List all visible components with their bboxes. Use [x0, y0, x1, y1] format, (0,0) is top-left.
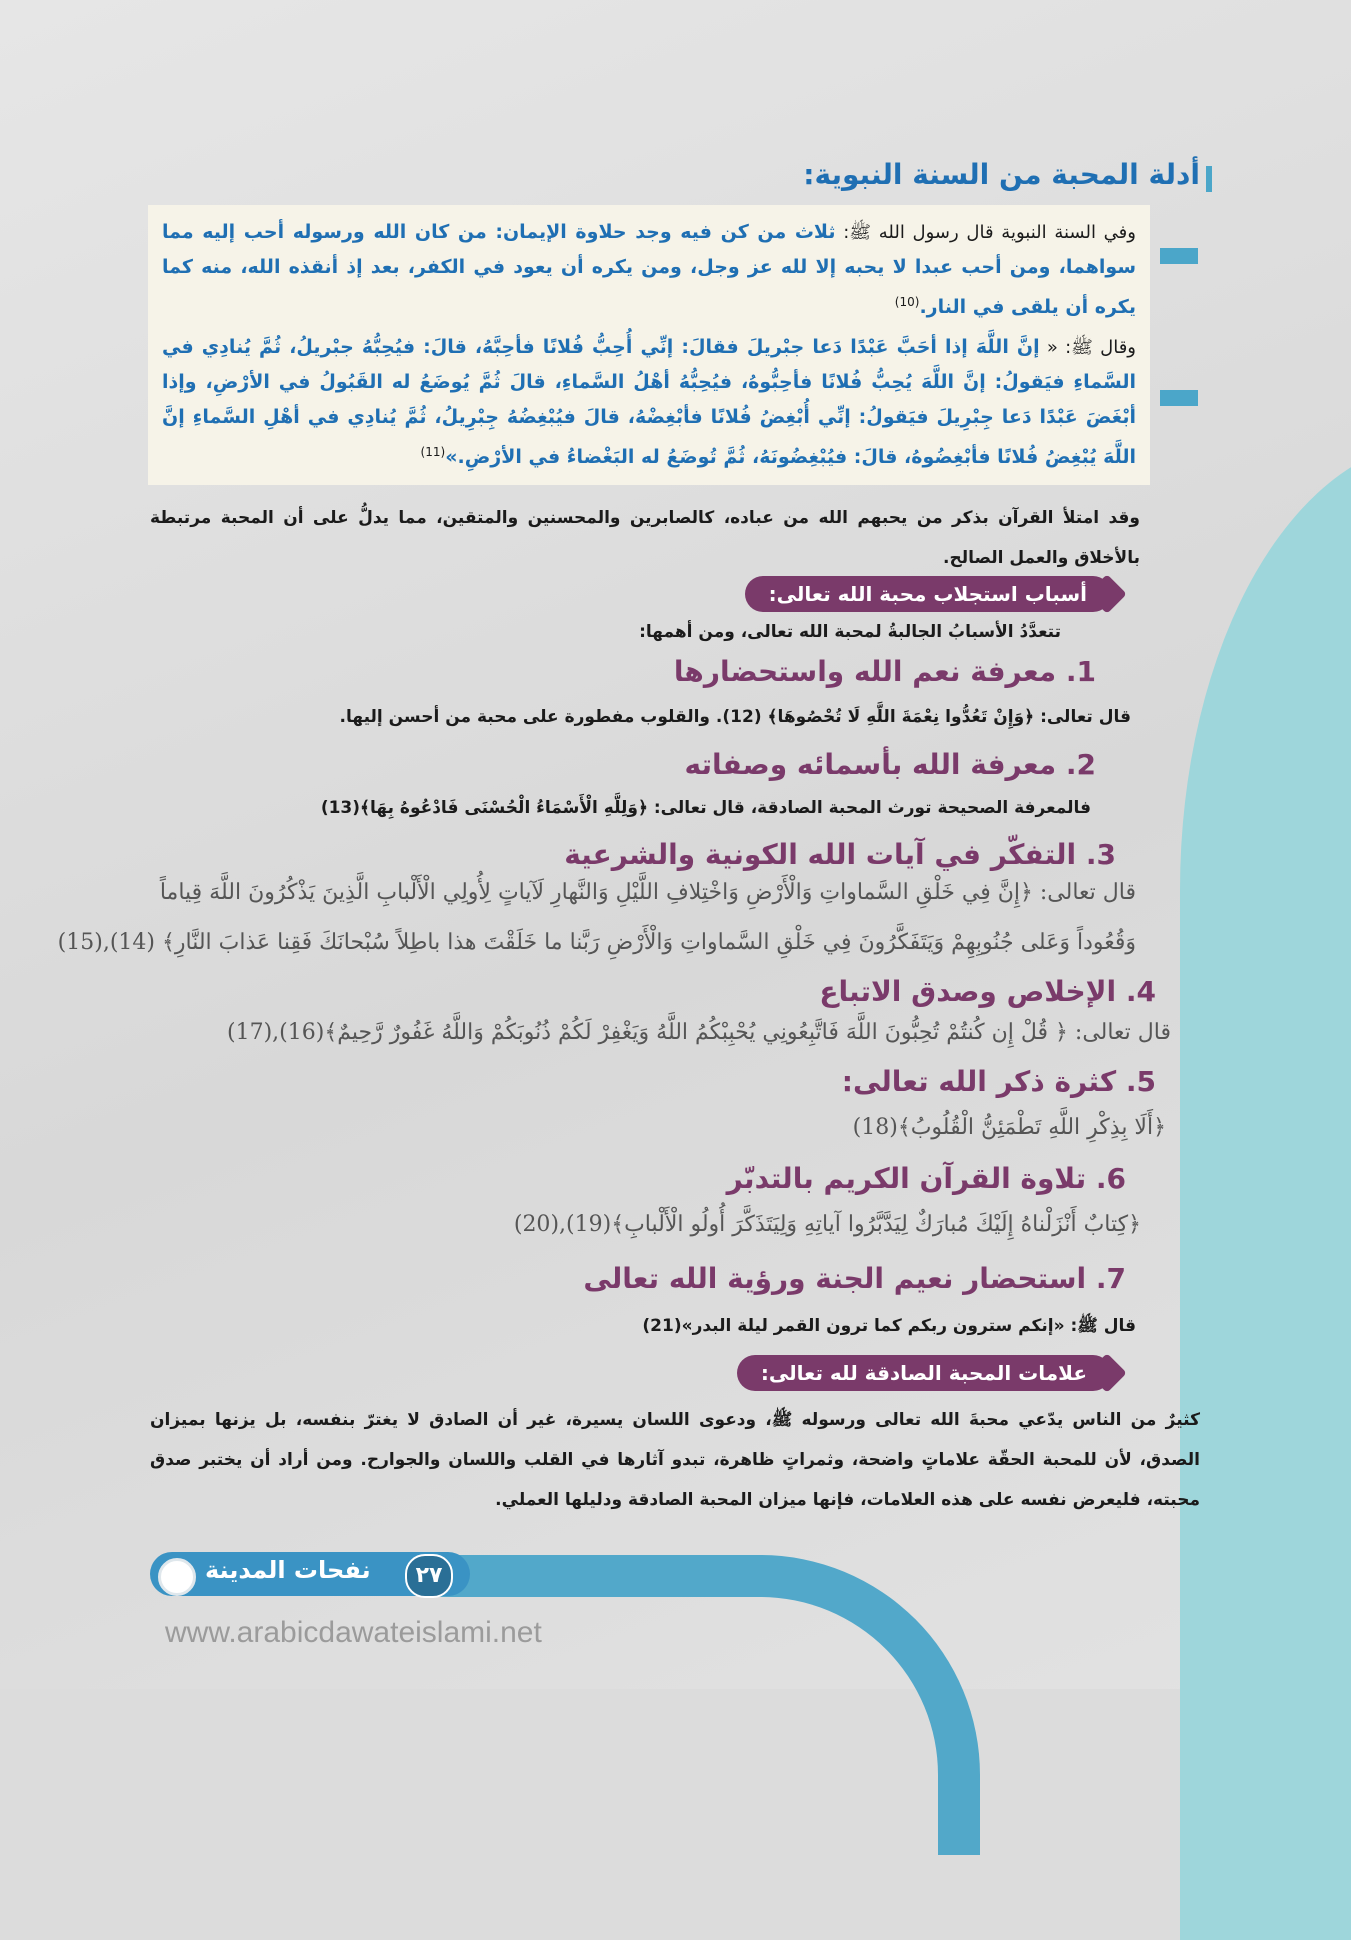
cause-1-title: 1. معرفة نعم الله واستحضارها	[673, 655, 1096, 688]
cause-7-title: 7. استحضار نعيم الجنة ورؤية الله تعالى	[583, 1262, 1126, 1295]
cause-3-title: 3. التفكّر في آيات الله الكونية والشرعية	[564, 838, 1116, 871]
ornament-icon	[158, 1558, 196, 1596]
cause-5-title: 5. كثرة ذكر الله تعالى:	[841, 1065, 1156, 1098]
cause-4-title: 4. الإخلاص وصدق الاتباع	[819, 975, 1156, 1008]
cause-2-title: 2. معرفة الله بأسمائه وصفاته	[684, 748, 1096, 781]
cause-3-text: قال تعالى: ﴿إِنَّ فِي خَلْقِ السَّماواتِ وَالْأَرْضِ وَاخْتِلافِ اللَّيْلِ وَالنَّهارِ لَآياتٍ لِأُولِي الْأَلْبابِ الَّذِينَ يَذْكُرُونَ اللَّهَ قِياماً	[159, 880, 1136, 905]
footer-title: نفحات المدينة	[205, 1556, 371, 1584]
hadith1-box	[148, 205, 1150, 335]
cause-5-text: ﴿أَلَا بِذِكْرِ اللَّهِ تَطْمَئِنُّ الْقُلُوبُ﴾(18)	[852, 1115, 1166, 1140]
cause-6-title: 6. تلاوة القرآن الكريم بالتدبّر	[726, 1162, 1126, 1195]
cause-6-text: ﴿كِتابٌ أَنْزَلْناهُ إِلَيْكَ مُبارَكٌ لِيَدَّبَّرُوا آياتِهِ وَلِيَتَذَكَّرَ أُولُو الْأَلْبابِ﴾(19),(20)	[513, 1212, 1141, 1237]
hadith1-marker	[1160, 248, 1198, 264]
hadith1-text: ثلاث من كن فيه وجد حلاوة الإيمان: من كان الله ورسوله أحب إليه مما سواهما، ومن أحب عبدا لا يحبه إلا لله عز وجل، ومن يكره أن يعود في الكفر، بعد إذ أنقذه الله، منه كما يكره أن يلقى في النار.	[162, 221, 1136, 318]
section-pill-signs: علامات المحبة الصادقة لله تعالى:	[737, 1355, 1111, 1391]
page-number: ٢٧	[405, 1554, 453, 1598]
cause-2-text: فالمعرفة الصحيحة تورث المحبة الصادقة، قال تعالى: ﴿وَلِلَّهِ الْأَسْمَاءُ الْحُسْنَى فَادْعُوهُ بِهَا﴾(13)	[320, 798, 1091, 818]
cause-3-text-2: وَقُعُوداً وَعَلى جُنُوبِهِمْ وَيَتَفَكَّرُونَ فِي خَلْقِ السَّماواتِ وَالْأَرْضِ رَبَّنا ما خَلَقْتَ هذا باطِلاً سُبْحانَكَ فَقِنا عَذابَ النَّارِ﴾ (14),(15)	[57, 930, 1136, 955]
love-intro-paragraph: وقد امتلأ القرآن بذكر من يحبهم الله من عباده، كالصابرين والمحسنين والمتقين، مما يدلُّ على أن المحبة مرتبطة بالأخلاق والعمل الصالح.	[150, 508, 1140, 568]
signs-paragraph: كثيرٌ من الناس يدّعي محبةَ الله تعالى ورسوله ﷺ، ودعوى اللسان يسيرة، غير أن الصادق لا يغترّ بنفسه، بل يزنها بميزان الصدق، لأن للمحبة الحقّة علاماتٍ واضحة، وثمراتٍ ظاهرة، تبدو آثارها في القلب واللسان والجوارح. ومن أراد أن يختبر صدق محبته، فليعرض نفسه على هذه العلامات، فإنها ميزان المحبة الصادقة ودليلها العملي.	[150, 1410, 1200, 1510]
hadith2-box	[148, 320, 1150, 485]
hadith2-intro: وقال ﷺ: «	[1046, 337, 1136, 358]
causes-intro: تتعدَّدُ الأسبابُ الجالبةُ لمحبة الله تعالى، ومن أهمها:	[639, 622, 1061, 642]
section-pill-causes: أسباب استجلاب محبة الله تعالى:	[745, 576, 1111, 612]
hadith1-intro: وفي السنة النبوية قال رسول الله ﷺ:	[843, 222, 1136, 243]
website-url[interactable]: www.arabicdawateislami.net	[165, 1616, 542, 1649]
hadith2-marker	[1160, 390, 1198, 406]
hadith1-ref: (10)	[894, 295, 920, 309]
cause-1-text: قال تعالى: ﴿وَإِنْ تَعُدُّوا نِعْمَةَ اللَّهِ لَا تُحْصُوهَا﴾ (12). والقلوب مفطورة على محبة من أحسن إليها.	[339, 707, 1131, 727]
hadith2-ref: (11)	[420, 445, 446, 459]
cause-7-text: قال ﷺ: «إنكم سترون ربكم كما ترون القمر ليلة البدر»(21)	[642, 1316, 1136, 1336]
page-title: أدلة المحبة من السنة النبوية:	[150, 158, 1200, 191]
cause-4-text: قال تعالى: ﴿ قُلْ إِن كُنتُمْ تُحِبُّونَ اللَّهَ فَاتَّبِعُونِي يُحْبِبْكُمُ اللَّهُ وَيَغْفِرْ لَكُمْ ذُنُوبَكُمْ وَاللَّهُ غَفُورٌ رَّحِيمٌ﴾(16),(17)	[226, 1020, 1171, 1045]
hadith2-text: إنَّ اللَّهَ إذا أحَبَّ عَبْدًا دَعا جبْريلَ فقالَ: إنِّي أُحِبُّ فُلانًا فأحِبَّهُ، قالَ: فيُحِبُّهُ جبْريلُ، ثُمَّ يُنادِي في السَّماءِ فيَقولُ: إنَّ اللَّهَ يُحِبُّ فُلانًا فأحِبُّوهُ، فيُحِبُّهُ أهْلُ السَّماءِ، قالَ ثُمَّ يُوضَعُ له القَبُولُ في الأرْضِ، وإذا أبْغَضَ عَبْدًا دَعا جِبْرِيلَ فيَقولُ: إنِّي أُبْغِضُ فُلانًا فأبْغِضْهُ، قالَ فيُبْغِضُهُ جِبْرِيلُ، ثُمَّ يُنادِي في أهْلِ السَّماءِ إنَّ اللَّهَ يُبْغِضُ فُلانًا فأبْغِضُوهُ، قالَ: فيُبْغِضُونَهُ، ثُمَّ تُوضَعُ له البَغْضاءُ في الأرْضِ.»	[162, 336, 1136, 468]
